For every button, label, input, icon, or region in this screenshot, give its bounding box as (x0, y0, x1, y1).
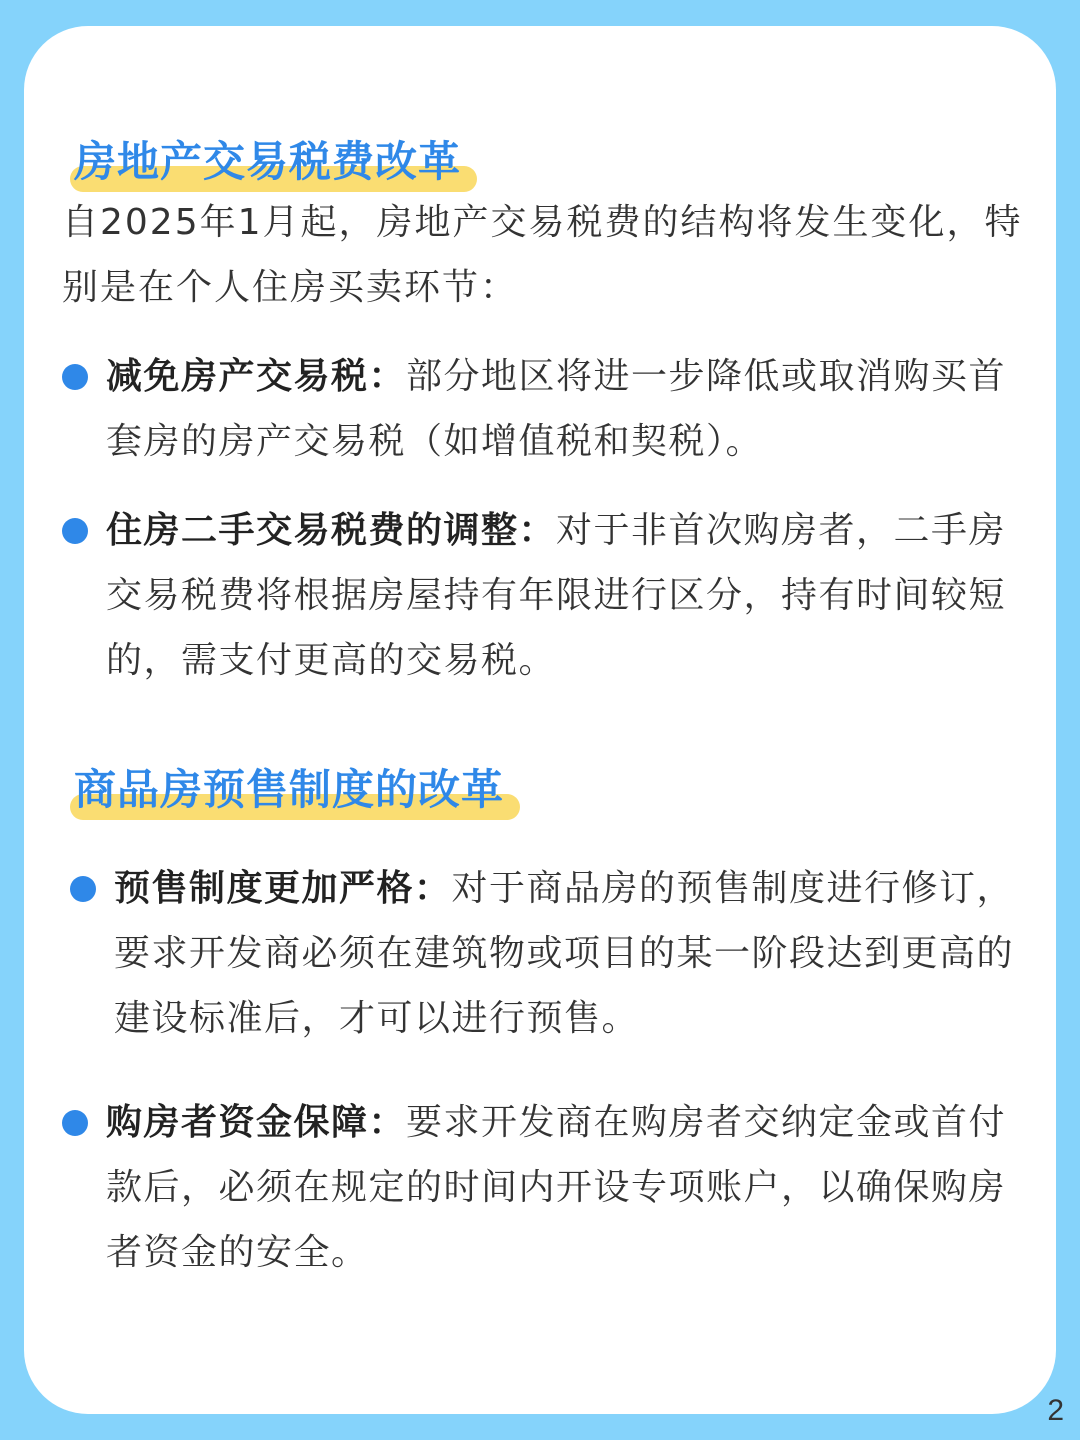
bullet-label: 购房者资金保障： (106, 1102, 407, 1143)
list-item (106, 344, 1026, 474)
bullet-dot-icon (62, 518, 88, 544)
content-card (24, 26, 1056, 1414)
bullet-label: 住房二手交易税费的调整： (106, 510, 557, 551)
section-heading-text: 房地产交易税费改革 (74, 137, 462, 186)
section-heading-presale-reform (74, 754, 504, 826)
list-item (114, 856, 1034, 1051)
section-heading-tax-reform (74, 126, 461, 198)
intro-paragraph: 自2025年1月起，房地产交易税费的结构将发生变化，特别是在个人住房买卖环节： (62, 202, 1023, 308)
bullet-dot-icon (70, 876, 96, 902)
bullet-text: 对于非首次购房者，二手房交易税费将根据房屋持有年限进行区分，持有时间较短的，需支付更高的交易税。 (106, 510, 1007, 681)
bullet-label: 减免房产交易税： (106, 356, 407, 397)
page-number: 2 (1047, 1394, 1064, 1427)
bullet-text: 对于商品房的预售制度进行修订，要求开发商必须在建筑物或项目的某一阶段达到更高的建设标准后，才可以进行预售。 (114, 868, 1015, 1039)
bullet-label: 预售制度更加严格： (114, 868, 452, 909)
bullet-text: 要求开发商在购房者交纳定金或首付款后，必须在规定的时间内开设专项账户，以确保购房者资金的安全。 (106, 1102, 1007, 1273)
list-item (106, 1090, 1026, 1285)
list-item (106, 498, 1026, 693)
bullet-text: 部分地区将进一步降低或取消购买首套房的房产交易税（如增值税和契税）。 (106, 356, 1007, 462)
bullet-dot-icon (62, 1110, 88, 1136)
section-heading-text: 商品房预售制度的改革 (74, 765, 505, 814)
bullet-dot-icon (62, 364, 88, 390)
